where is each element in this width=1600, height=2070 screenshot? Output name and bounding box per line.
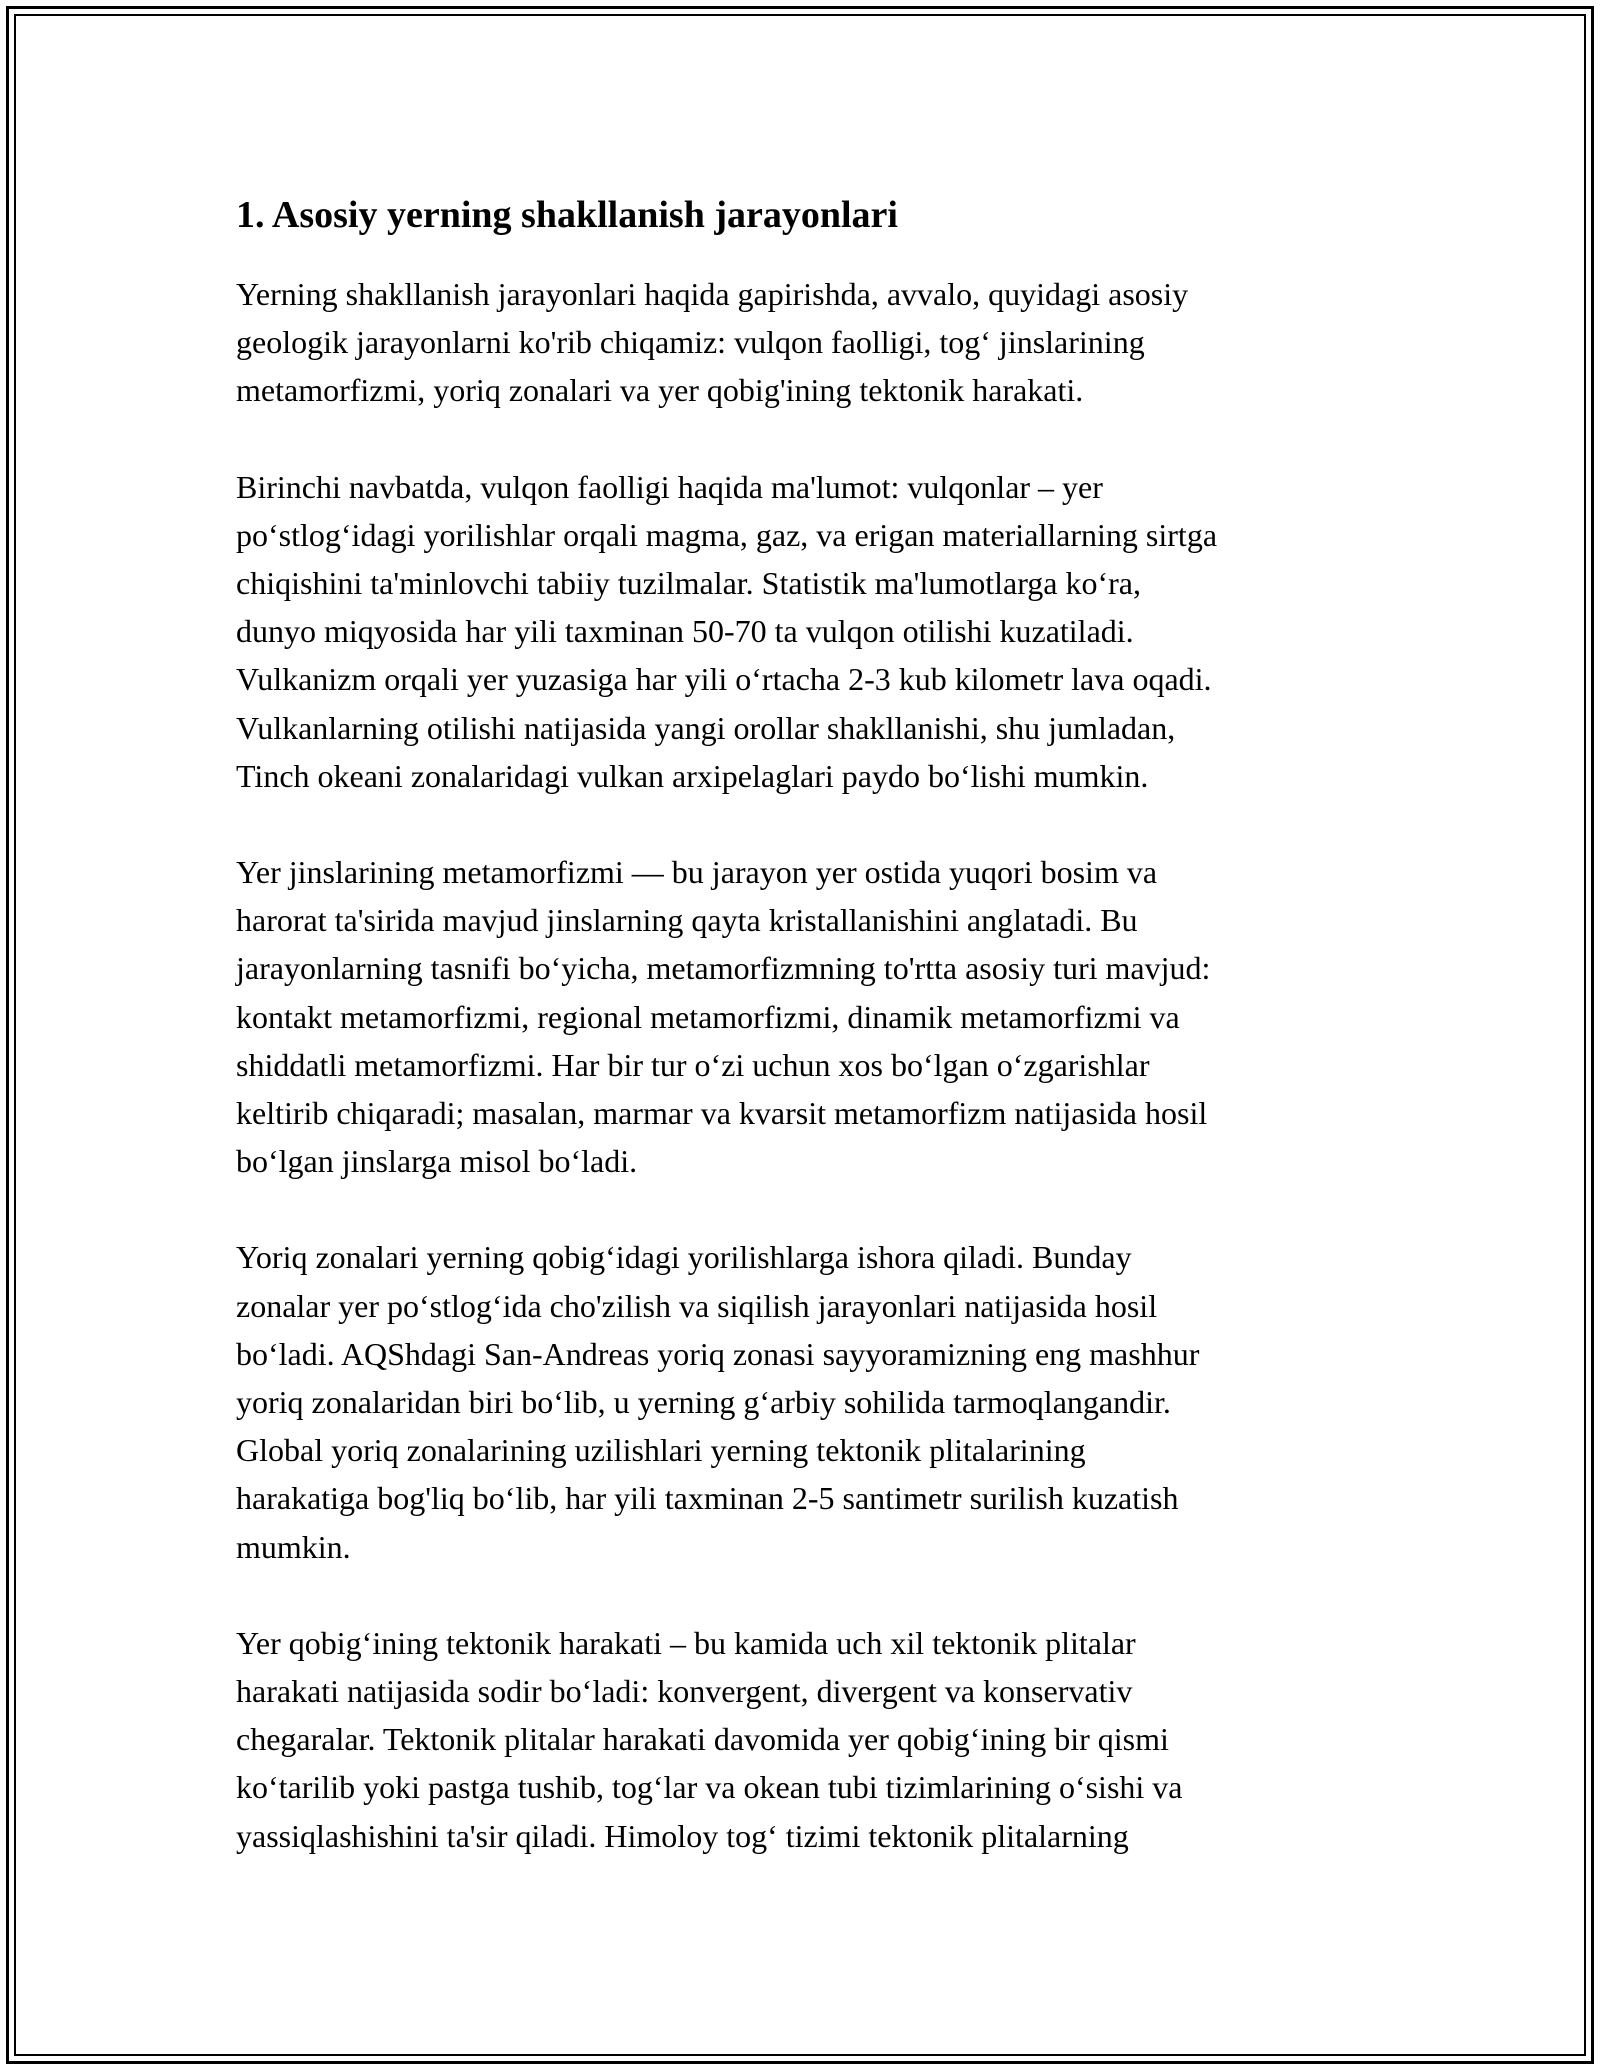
paragraph-tectonic-movement: Yer qobig‘ining tektonik harakati – bu kamida uch xil tektonik plitalar harakati natijasida sodir bo‘ladi: konvergent, divergent va konservativ chegaralar. Tektonik plitalar harakati davomida yer qobig‘ining bir qismi ko‘tarilib yoki pastga tushib, tog‘lar va okean tubi tizimlarining o‘sishi va yassiqlashishini ta'sir qiladi. Himoloy tog‘ tizimi tektonik plitalarning [236, 1624, 1183, 1854]
paragraph-intro: Yerning shakllanish jarayonlari haqida gapirishda, avvalo, quyidagi asosiy geologik jarayonlarni ko'rib chiqamiz: vulqon faolligi, tog‘ jinslarining metamorfizmi, yoriq zonalari va yer qobig'ining tektonik harakati. [236, 276, 1189, 409]
paragraph-volcanic-activity: Birinchi navbatda, vulqon faolligi haqida ma'lumot: vulqonlar – yer po‘stlog‘idagi yorilishlar orqali magma, gaz, va erigan materiallarning sirtga chiqishini ta'minlovchi tabiiy tuzilmalar. Statistik ma'lumotlarga ko‘ra, dunyo miqyosida har yili taxminan 50-70 ta vulqon otilishi kuzatiladi. Vulkanizm orqali yer yuzasiga har yili o‘rtacha 2-3 kub kilometr lava oqadi. Vulkanlarning otilishi natijasida yangi orollar shakllanishi, shu jumladan, Tinch okeani zonalaridagi vulkan arxipelaglari paydo bo‘lishi mumkin. [236, 468, 1218, 794]
paragraph-metamorphism: Yer jinslarining metamorfizmi — bu jarayon yer ostida yuqori bosim va harorat ta'sirida mavjud jinslarning qayta kristallanishini anglatadi. Bu jarayonlarning tasnifi bo‘yicha, metamorfizmning to'rtta asosiy turi mavjud: kontakt metamorfizmi, regional metamorfizmi, dinamik metamorfizmi va shiddatli metamorfizmi. Har bir tur o‘zi uchun xos bo‘lgan o‘zgarishlar keltirib chiqaradi; masalan, marmar va kvarsit metamorfizm natijasida hosil bo‘lgan jinslarga misol bo‘ladi. [236, 854, 1211, 1180]
section-heading: 1. Asosiy yerning shakllanish jarayonlari [236, 194, 898, 236]
document-page [236, 186, 1366, 1908]
paragraph-fault-zones: Yoriq zonalari yerning qobig‘idagi yorilishlarga ishora qiladi. Bunday zonalar yer po‘stlog‘ida cho'zilish va siqilish jarayonlari natijasida hosil bo‘ladi. AQShdagi San-Andreas yoriq zonasi sayyoramizning eng mashhur yoriq zonalaridan biri bo‘lib, u yerning g‘arbiy sohilida tarmoqlangandir. Global yoriq zonalarining uzilishlari yerning tektonik plitalarining harakatiga bog'liq bo‘lib, har yili taxminan 2-5 santimetr surilish kuzatish mumkin. [236, 1239, 1200, 1565]
